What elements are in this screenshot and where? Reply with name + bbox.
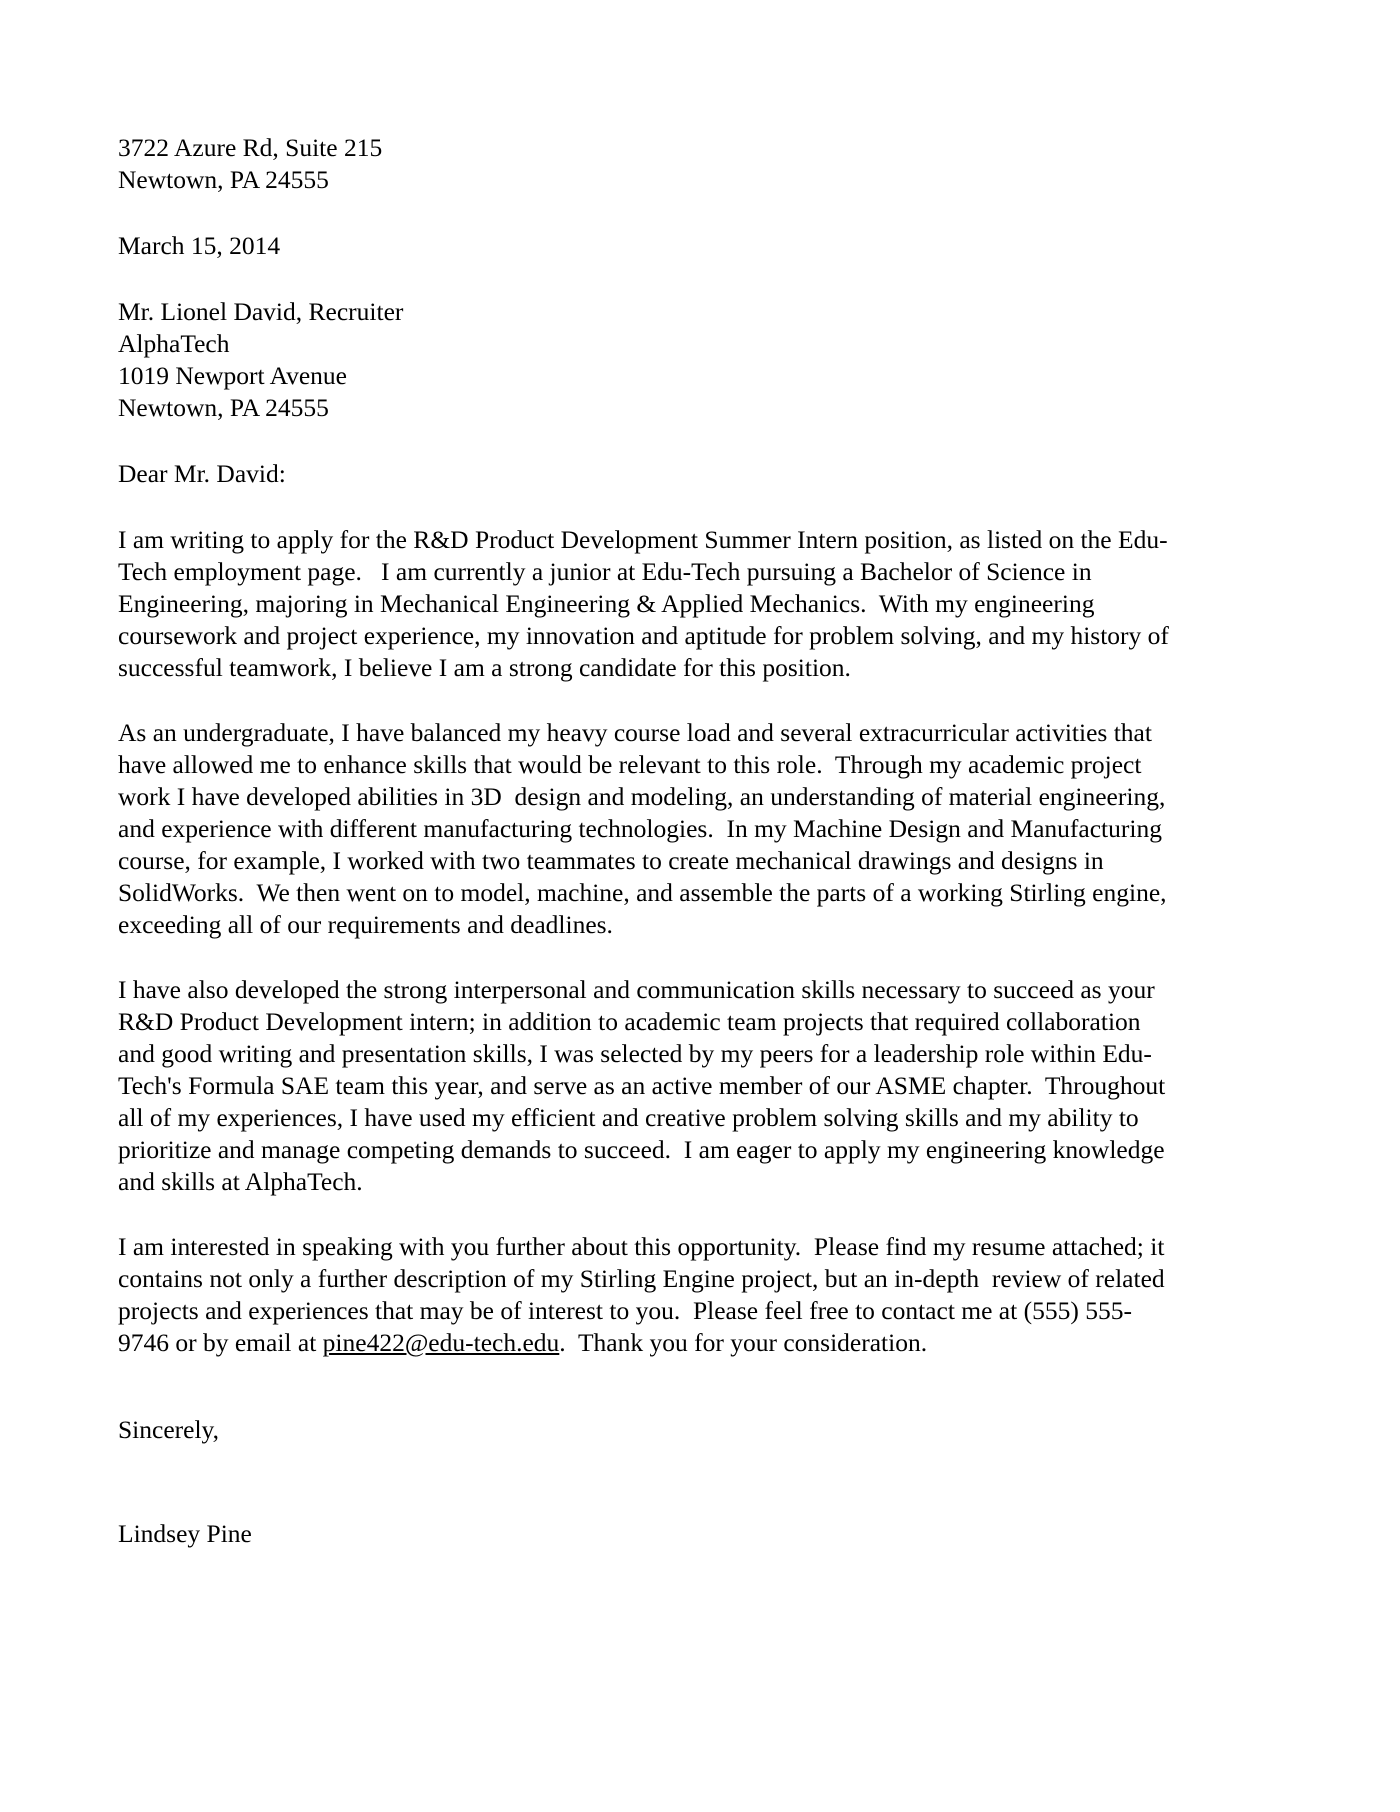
recipient-line-4: Newtown, PA 24555 (118, 393, 329, 422)
sign-off-block (118, 1414, 1173, 1446)
salutation-block (118, 458, 1173, 490)
recipient-address-block (118, 296, 1173, 424)
date-block (118, 230, 1173, 262)
recipient-line-1: Mr. Lionel David, Recruiter (118, 297, 404, 326)
recipient-line-3: 1019 Newport Avenue (118, 361, 347, 390)
body-paragraph-2: As an undergraduate, I have balanced my heavy course load and several extracurricular activities that have allowed me to enhance skills that would be relevant to this role. Through my academic project work I have developed abilities in 3D design and modeling, an understanding of material engineering, and experience with different manufacturing technologies. In my Machine Design and Manufacturing course, for example, I worked with two teammates to create mechanical drawings and designs in SolidWorks. We then went on to model, machine, and assemble the parts of a working Stirling engine, exceeding all of our requirements and deadlines. (118, 718, 1173, 939)
sender-address-line-1: 3722 Azure Rd, Suite 215 (118, 133, 383, 162)
recipient-line-2: AlphaTech (118, 329, 230, 358)
sender-address-line-2: Newtown, PA 24555 (118, 165, 329, 194)
signature-block (118, 1518, 1173, 1550)
closing-text-before-email: I am interested in speaking with you further about this opportunity. Please find my resume attached; it contains not only a further description of my Stirling Engine project, but an in-depth review of related projects and experiences that may be of interest to you. Please feel free to contact me at (555) 555-9746 or by email at (118, 1232, 1172, 1357)
body-paragraph-3: I have also developed the strong interpersonal and communication skills necessary to succeed as your R&D Product Development intern; in addition to academic team projects that required collaboration and good writing and presentation skills, I was selected by my peers for a leadership role within Edu-Tech's Formula SAE team this year, and serve as an active member of our ASME chapter. Throughout all of my experiences, I have used my efficient and creative problem solving skills and my ability to prioritize and manage competing demands to succeed. I am eager to apply my engineering knowledge and skills at AlphaTech. (118, 975, 1172, 1196)
sign-off: Sincerely, (118, 1415, 220, 1444)
sender-address-block (118, 132, 1173, 196)
signature-name: Lindsey Pine (118, 1519, 252, 1548)
closing-paragraph (118, 1231, 1173, 1359)
letter-body (118, 132, 1176, 1550)
body-paragraph-1: I am writing to apply for the R&D Product Development Summer Intern position, as listed on the Edu-Tech employment page. I am currently a junior at Edu-Tech pursuing a Bachelor of Science in Engineering, majoring in Mechanical Engineering & Applied Mechanics. With my engineering coursework and project experience, my innovation and aptitude for problem solving, and my history of successful teamwork, I believe I am a strong candidate for this position. (118, 525, 1176, 682)
salutation: Dear Mr. David: (118, 459, 286, 488)
closing-text-after-email: . Thank you for your consideration. (559, 1328, 928, 1357)
email-link[interactable]: pine422@edu-tech.edu (322, 1328, 560, 1357)
letter-date: March 15, 2014 (118, 231, 281, 260)
